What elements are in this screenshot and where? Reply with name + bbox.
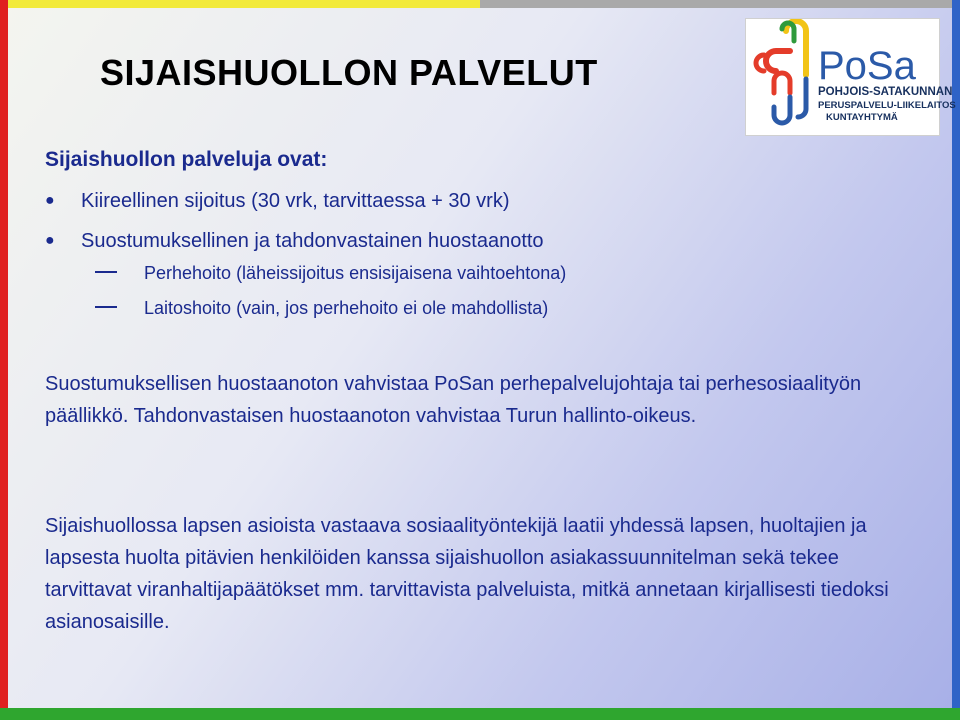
logo-wordmark: PoSa xyxy=(818,44,916,88)
bullet-text: Kiireellinen sijoitus (30 vrk, tarvittaessa + 30 vrk) xyxy=(81,190,510,212)
left-border-red xyxy=(0,0,8,720)
logo-text-line3: KUNTAYHTYMÄ xyxy=(826,112,898,123)
bullet-dot-icon: ● xyxy=(45,192,55,209)
dash-icon xyxy=(95,306,117,308)
sub-bullet-text: Laitoshoito (vain, jos perhehoito ei ole mahdollista) xyxy=(144,298,549,318)
bullet-item xyxy=(45,190,510,213)
top-border-grey xyxy=(480,0,960,8)
dash-icon xyxy=(95,271,117,273)
sub-bullet-item xyxy=(95,298,548,319)
section-heading: Sijaishuollon palveluja ovat: xyxy=(45,148,328,171)
sub-bullet-item xyxy=(95,263,566,284)
bullet-dot-icon: ● xyxy=(45,232,55,249)
bullet-item xyxy=(45,230,544,253)
bottom-border-green xyxy=(0,708,960,720)
logo-text-line2: PERUSPALVELU-LIIKELAITOS xyxy=(818,100,956,111)
logo-text-line1: POHJOIS-SATAKUNNAN xyxy=(818,86,953,98)
paragraph-social-worker: Sijaishuollossa lapsen asioista vastaava sosiaalityöntekijä laatii yhdessä lapsen, huoltajien ja lapsesta huolta pitävien henkilöiden kanssa sijaishuollon asiakassuunnitelman sekä tekee tarvittavat viranhaltijapäätökset mm. tarvittavista palveluista, mitkä annetaan kirjallisesti tiedoksi asianosaisille. xyxy=(45,515,889,633)
bullet-text: Suostumuksellinen ja tahdonvastainen huostaanotto xyxy=(81,230,544,252)
paragraph-approval: Suostumuksellisen huostaanoton vahvistaa PoSan perhepalvelujohtaja tai perhesosiaalityön päällikkö. Tahdonvastaisen huostaanoton vahvistaa Turun hallinto-oikeus. xyxy=(45,373,862,427)
slide-title: SIJAISHUOLLON PALVELUT xyxy=(100,52,598,93)
top-border-yellow xyxy=(0,0,480,8)
posa-logo xyxy=(745,18,956,136)
sub-bullet-text: Perhehoito (läheissijoitus ensisijaisena vaihtoehtona) xyxy=(144,263,567,283)
